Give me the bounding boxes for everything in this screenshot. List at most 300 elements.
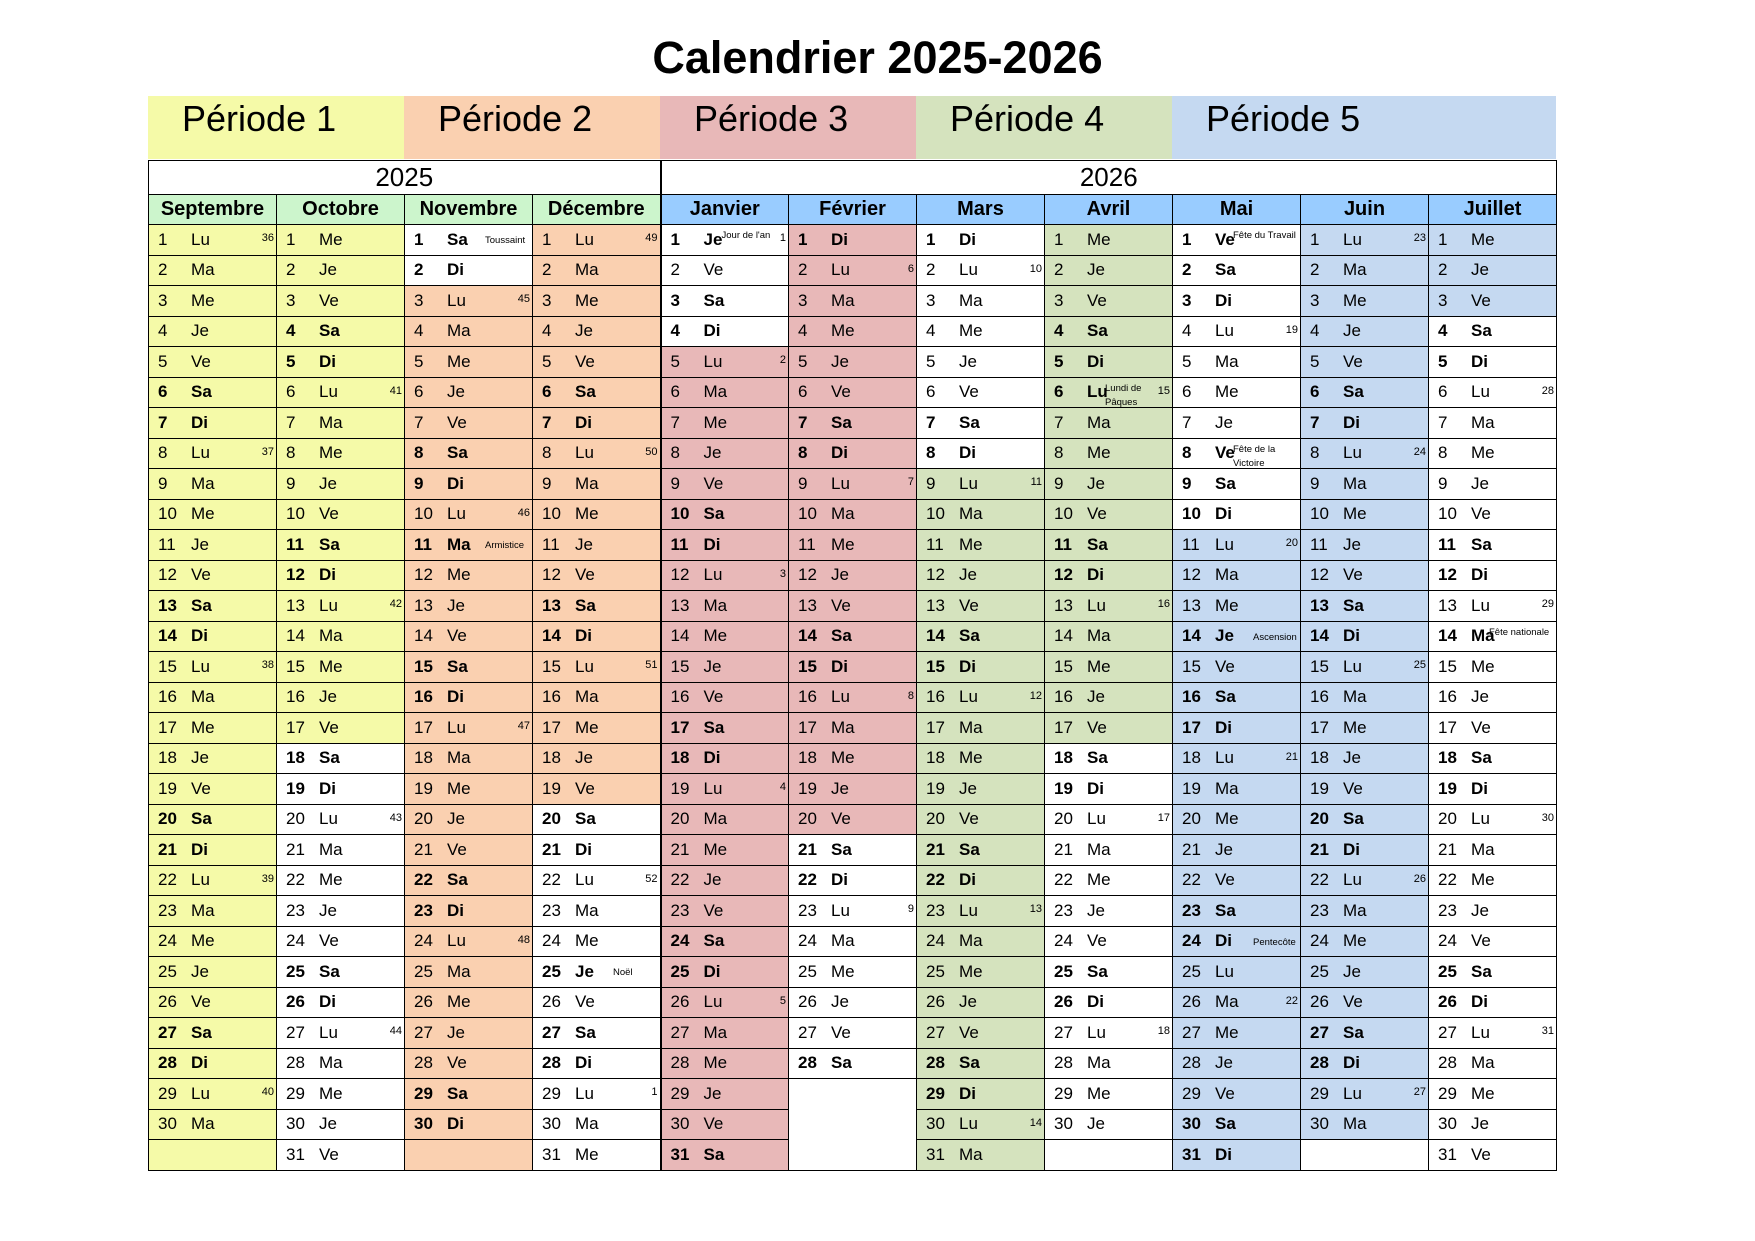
weekday-label: Lu	[1087, 595, 1106, 615]
weekday-label: Je	[831, 992, 849, 1012]
week-number: 38	[261, 659, 274, 671]
day-number: 28	[1438, 1053, 1457, 1073]
month-header-septembre: Septembre	[149, 195, 277, 225]
day-cell-septembre-7	[149, 408, 277, 439]
weekday-label: Ve	[703, 260, 724, 280]
day-number: 21	[158, 839, 177, 859]
weekday-label: Lu	[575, 443, 594, 463]
day-number: 24	[1310, 931, 1329, 951]
week-number: 9	[907, 903, 914, 915]
day-row	[149, 286, 1557, 317]
weekday-label: Me	[959, 748, 983, 768]
day-number: 15	[926, 656, 945, 676]
day-number: 3	[542, 290, 552, 310]
day-row	[149, 926, 1557, 957]
weekday-label: Di	[959, 443, 976, 463]
day-cell-juillet-24	[1429, 926, 1557, 957]
day-cell-décembre-13	[533, 591, 661, 622]
day-cell-septembre-25	[149, 957, 277, 988]
week-number: 17	[1157, 811, 1170, 824]
weekday-label: Ma	[959, 1144, 983, 1164]
day-cell-septembre-13	[149, 591, 277, 622]
day-number: 23	[542, 900, 561, 920]
week-number: 22	[1285, 994, 1298, 1007]
day-number: 27	[414, 1022, 433, 1042]
weekday-label: Lu	[191, 870, 210, 890]
weekday-label: Di	[703, 534, 721, 554]
day-number: 13	[286, 595, 305, 615]
weekday-label: Di	[1471, 565, 1488, 585]
day-number: 15	[1182, 656, 1201, 676]
day-cell-juillet-13	[1429, 591, 1557, 622]
day-number: 20	[670, 809, 690, 829]
day-cell-mai-18	[1173, 743, 1301, 774]
day-number: 21	[1310, 839, 1329, 859]
weekday-label: Ve	[831, 595, 851, 615]
weekday-label: Di	[1215, 1144, 1232, 1164]
weekday-label: Lu	[319, 1022, 338, 1042]
week-number: 47	[517, 720, 530, 732]
weekday-label: Me	[319, 656, 343, 676]
day-number: 6	[670, 382, 680, 402]
period-3-label: Période 3	[660, 96, 916, 159]
day-cell-mars-31	[917, 1140, 1045, 1171]
year-header-row	[149, 161, 1557, 195]
day-cell-février-11	[789, 530, 917, 561]
day-number: 10	[926, 504, 945, 524]
day-cell-juillet-19	[1429, 774, 1557, 805]
weekday-label: Sa	[191, 382, 212, 402]
holiday-label: Fête du Travail	[1233, 230, 1296, 241]
day-number: 25	[926, 961, 945, 981]
day-number: 12	[414, 565, 433, 585]
weekday-label: Ma	[831, 504, 855, 524]
day-cell-avril-15	[1045, 652, 1173, 683]
day-cell-février-18	[789, 743, 917, 774]
weekday-label: Sa	[959, 1053, 980, 1073]
day-number: 26	[286, 992, 305, 1012]
weekday-label: Ve	[319, 290, 339, 310]
week-number: 28	[1541, 384, 1554, 397]
weekday-label: Je	[1087, 900, 1105, 920]
weekday-label: Ve	[831, 1022, 851, 1042]
weekday-label: Me	[447, 565, 471, 585]
day-number: 10	[414, 504, 433, 524]
day-number: 8	[1310, 443, 1320, 463]
week-number: 6	[907, 262, 914, 275]
day-number: 12	[158, 565, 177, 585]
weekday-label: Lu	[959, 900, 978, 920]
day-number: 2	[1438, 260, 1448, 280]
day-number: 15	[1310, 656, 1329, 676]
weekday-label: Ve	[1215, 656, 1235, 676]
weekday-label: Lu	[831, 687, 850, 707]
day-number: 11	[798, 534, 816, 554]
day-cell-septembre-14	[149, 621, 277, 652]
weekday-label: Di	[191, 839, 208, 859]
week-number: 40	[261, 1086, 274, 1098]
day-row	[149, 591, 1557, 622]
day-number: 3	[1054, 290, 1064, 310]
day-cell-février-9	[789, 469, 917, 500]
day-cell-janvier-28	[661, 1048, 789, 1079]
day-cell-novembre-27	[405, 1018, 533, 1049]
day-number: 25	[286, 961, 305, 981]
day-number: 18	[1438, 748, 1457, 768]
day-number: 12	[542, 565, 561, 585]
day-cell-mars-14	[917, 621, 1045, 652]
weekday-label: Lu	[1087, 382, 1108, 402]
weekday-label: Sa	[1215, 260, 1236, 280]
weekday-label: Me	[703, 839, 728, 859]
day-cell-juillet-23	[1429, 896, 1557, 927]
weekday-label: Ve	[1471, 504, 1491, 524]
day-cell-décembre-16	[533, 682, 661, 713]
day-cell-mai-14	[1173, 621, 1301, 652]
day-cell-juin-24	[1301, 926, 1429, 957]
week-number: 44	[389, 1025, 402, 1037]
holiday-label: Fête de la Victoire	[1233, 443, 1276, 469]
day-cell-juin-17	[1301, 713, 1429, 744]
weekday-label: Lu	[1471, 382, 1490, 402]
day-cell-février-16	[789, 682, 917, 713]
weekday-label: Lu	[191, 229, 210, 249]
weekday-label: Di	[831, 443, 848, 463]
weekday-label: Di	[1343, 412, 1360, 432]
day-cell-mai-16	[1173, 682, 1301, 713]
day-cell-avril-24	[1045, 926, 1173, 957]
weekday-label: Ma	[1087, 626, 1111, 646]
day-number: 5	[542, 351, 552, 371]
day-number: 13	[798, 595, 817, 615]
weekday-label: Je	[703, 1083, 722, 1103]
day-cell-avril-18	[1045, 743, 1173, 774]
day-cell-octobre-31	[277, 1140, 405, 1171]
weekday-label: Sa	[319, 748, 340, 768]
week-number: 14	[1029, 1116, 1042, 1129]
day-row	[149, 896, 1557, 927]
day-number: 14	[926, 626, 945, 646]
day-number: 27	[542, 1022, 561, 1042]
weekday-label: Je	[959, 565, 977, 585]
weekday-label: Je	[1343, 961, 1361, 981]
week-number: 50	[645, 445, 658, 458]
day-cell-juillet-25	[1429, 957, 1557, 988]
holiday-label: Noël	[613, 967, 633, 978]
day-number: 16	[798, 687, 817, 707]
day-number: 11	[542, 534, 560, 554]
holiday-label: Fête nationale	[1489, 626, 1550, 638]
day-cell-avril-22	[1045, 865, 1173, 896]
day-cell-septembre-26	[149, 987, 277, 1018]
day-cell-mars-3	[917, 286, 1045, 317]
day-number: 29	[542, 1083, 561, 1103]
weekday-label: Ma	[191, 473, 215, 493]
weekday-label: Di	[1215, 290, 1232, 310]
weekday-label: Lu	[575, 656, 594, 676]
weekday-label: Ve	[703, 687, 724, 707]
day-number: 24	[542, 931, 561, 951]
day-number: 22	[1182, 870, 1201, 890]
day-number: 28	[926, 1053, 945, 1073]
weekday-label: Sa	[575, 809, 596, 829]
weekday-label: Sa	[703, 504, 725, 524]
day-number: 29	[670, 1083, 690, 1103]
day-number: 11	[670, 534, 689, 554]
weekday-label: Lu	[575, 1083, 594, 1103]
day-number: 5	[158, 351, 168, 371]
day-number: 7	[1054, 412, 1064, 432]
weekday-label: Ma	[959, 504, 983, 524]
day-cell-mai-15	[1173, 652, 1301, 683]
weekday-label: Ma	[191, 900, 215, 920]
day-number: 24	[158, 931, 177, 951]
day-number: 12	[1054, 565, 1073, 585]
weekday-label: Me	[191, 931, 215, 951]
weekday-label: Ve	[1471, 1144, 1491, 1164]
day-cell-février-21	[789, 835, 917, 866]
day-number: 8	[542, 443, 552, 463]
day-cell-mars-9	[917, 469, 1045, 500]
day-cell-octobre-2	[277, 255, 405, 286]
day-cell-juin-28	[1301, 1048, 1429, 1079]
week-number: 43	[389, 811, 402, 824]
day-number: 8	[414, 443, 424, 463]
empty-cell	[1045, 1140, 1173, 1171]
day-cell-juin-22	[1301, 865, 1429, 896]
weekday-label: Je	[447, 809, 465, 829]
weekday-label: Lu	[1471, 809, 1490, 829]
day-number: 22	[542, 870, 561, 890]
day-number: 29	[1182, 1083, 1201, 1103]
day-number: 13	[158, 595, 177, 615]
day-cell-avril-28	[1045, 1048, 1173, 1079]
day-number: 11	[1438, 534, 1456, 554]
weekday-label: Je	[319, 687, 337, 707]
weekday-label: Ve	[703, 900, 724, 920]
day-number: 4	[286, 321, 296, 341]
day-cell-septembre-29	[149, 1079, 277, 1110]
day-cell-mars-13	[917, 591, 1045, 622]
day-cell-janvier-11	[661, 530, 789, 561]
day-number: 24	[798, 931, 817, 951]
day-cell-février-26	[789, 987, 917, 1018]
day-cell-janvier-12	[661, 560, 789, 591]
day-number: 30	[1054, 1114, 1073, 1134]
day-cell-mars-7	[917, 408, 1045, 439]
day-number: 10	[1182, 504, 1201, 524]
week-number: 8	[907, 689, 914, 702]
day-cell-octobre-10	[277, 499, 405, 530]
day-cell-novembre-4	[405, 316, 533, 347]
day-number: 3	[1310, 290, 1320, 310]
weekday-label: Sa	[575, 382, 596, 402]
day-number: 2	[1182, 260, 1192, 280]
weekday-label: Ma	[447, 534, 471, 554]
day-cell-juillet-4	[1429, 316, 1557, 347]
day-number: 5	[1310, 351, 1320, 371]
day-number: 15	[1054, 656, 1073, 676]
day-number: 24	[1438, 931, 1457, 951]
day-number: 15	[542, 656, 561, 676]
day-cell-décembre-9	[533, 469, 661, 500]
weekday-label: Ve	[319, 931, 339, 951]
day-row	[149, 469, 1557, 500]
day-number: 24	[926, 931, 945, 951]
day-cell-juin-4	[1301, 316, 1429, 347]
day-cell-juillet-29	[1429, 1079, 1557, 1110]
weekday-label: Lu	[1343, 443, 1362, 463]
day-cell-avril-7	[1045, 408, 1173, 439]
weekday-label: Je	[831, 778, 849, 798]
weekday-label: Ve	[959, 595, 979, 615]
weekday-label: Je	[191, 961, 209, 981]
day-number: 16	[414, 687, 433, 707]
day-cell-mai-31	[1173, 1140, 1301, 1171]
day-cell-avril-25	[1045, 957, 1173, 988]
day-number: 22	[1438, 870, 1457, 890]
day-cell-mai-23	[1173, 896, 1301, 927]
weekday-label: Ve	[959, 809, 979, 829]
weekday-label: Lu	[447, 717, 466, 737]
day-cell-octobre-26	[277, 987, 405, 1018]
day-cell-novembre-7	[405, 408, 533, 439]
day-number: 23	[414, 900, 433, 920]
day-cell-janvier-3	[661, 286, 789, 317]
weekday-label: Je	[191, 321, 209, 341]
day-number: 19	[1182, 778, 1201, 798]
period-2-label: Période 2	[404, 96, 660, 159]
week-number: 36	[261, 232, 274, 244]
day-cell-juin-19	[1301, 774, 1429, 805]
day-cell-mai-29	[1173, 1079, 1301, 1110]
weekday-label: Ve	[575, 992, 595, 1012]
day-cell-octobre-28	[277, 1048, 405, 1079]
day-number: 15	[670, 656, 690, 676]
day-cell-avril-20	[1045, 804, 1173, 835]
weekday-label: Sa	[1215, 1114, 1236, 1134]
day-cell-janvier-8	[661, 438, 789, 469]
day-cell-avril-8	[1045, 438, 1173, 469]
weekday-label: Ve	[191, 992, 211, 1012]
weekday-label: Je	[575, 961, 594, 981]
day-number: 14	[798, 626, 817, 646]
month-header-juillet: Juillet	[1429, 195, 1557, 225]
day-number: 24	[1182, 931, 1201, 951]
day-cell-mai-25	[1173, 957, 1301, 988]
day-number: 17	[926, 717, 945, 737]
day-number: 7	[286, 412, 296, 432]
weekday-label: Je	[703, 443, 722, 463]
weekday-label: Lu	[575, 870, 594, 890]
day-number: 22	[798, 870, 817, 890]
day-number: 22	[286, 870, 305, 890]
day-number: 9	[1438, 473, 1448, 493]
day-number: 7	[670, 412, 680, 432]
day-cell-novembre-3	[405, 286, 533, 317]
day-cell-mai-9	[1173, 469, 1301, 500]
day-cell-mai-30	[1173, 1109, 1301, 1140]
weekday-label: Sa	[447, 229, 468, 249]
day-cell-décembre-26	[533, 987, 661, 1018]
day-number: 25	[1438, 961, 1457, 981]
day-number: 11	[158, 534, 176, 554]
weekday-label: Di	[1343, 839, 1360, 859]
weekday-label: Je	[1215, 412, 1233, 432]
calendar-table	[148, 160, 1557, 1171]
day-cell-février-10	[789, 499, 917, 530]
weekday-label: Sa	[319, 534, 340, 554]
day-number: 6	[798, 382, 808, 402]
year-2026-header: 2026	[661, 161, 1557, 195]
day-row	[149, 957, 1557, 988]
weekday-label: Ma	[703, 382, 728, 402]
day-number: 25	[798, 961, 817, 981]
day-number: 8	[1182, 443, 1192, 463]
day-cell-mai-19	[1173, 774, 1301, 805]
weekday-label: Di	[959, 229, 976, 249]
day-number: 17	[1182, 717, 1201, 737]
weekday-label: Ve	[1471, 717, 1491, 737]
weekday-label: Di	[319, 778, 336, 798]
day-number: 9	[926, 473, 936, 493]
day-number: 10	[1438, 504, 1457, 524]
day-number: 22	[158, 870, 177, 890]
day-cell-octobre-20	[277, 804, 405, 835]
day-number: 17	[798, 717, 817, 737]
day-cell-mai-3	[1173, 286, 1301, 317]
day-cell-novembre-29	[405, 1079, 533, 1110]
day-cell-janvier-16	[661, 682, 789, 713]
day-cell-juin-15	[1301, 652, 1429, 683]
day-number: 28	[414, 1053, 433, 1073]
weekday-label: Sa	[447, 443, 468, 463]
day-cell-mars-15	[917, 652, 1045, 683]
weekday-label: Ma	[1471, 626, 1495, 646]
day-number: 19	[1310, 778, 1329, 798]
day-cell-décembre-2	[533, 255, 661, 286]
day-row	[149, 408, 1557, 439]
day-number: 2	[926, 260, 936, 280]
day-cell-novembre-17	[405, 713, 533, 744]
weekday-label: Di	[831, 656, 848, 676]
day-number: 20	[798, 809, 817, 829]
day-cell-avril-9	[1045, 469, 1173, 500]
day-number: 12	[926, 565, 945, 585]
day-cell-mars-22	[917, 865, 1045, 896]
weekday-label: Ve	[831, 382, 851, 402]
weekday-label: Ve	[447, 839, 467, 859]
weekday-label: Lu	[1087, 809, 1106, 829]
day-cell-novembre-6	[405, 377, 533, 408]
day-cell-septembre-11	[149, 530, 277, 561]
day-number: 13	[414, 595, 433, 615]
day-cell-mai-22	[1173, 865, 1301, 896]
day-number: 27	[1054, 1022, 1073, 1042]
day-number: 14	[1054, 626, 1073, 646]
day-cell-mars-19	[917, 774, 1045, 805]
day-number: 29	[1438, 1083, 1457, 1103]
day-number: 23	[1438, 900, 1457, 920]
weekday-label: Sa	[447, 1083, 468, 1103]
weekday-label: Lu	[1343, 229, 1362, 249]
weekday-label: Me	[1471, 1083, 1495, 1103]
weekday-label: Di	[959, 656, 976, 676]
day-cell-avril-6	[1045, 377, 1173, 408]
day-cell-novembre-23	[405, 896, 533, 927]
day-cell-octobre-17	[277, 713, 405, 744]
weekday-label: Di	[1087, 778, 1104, 798]
